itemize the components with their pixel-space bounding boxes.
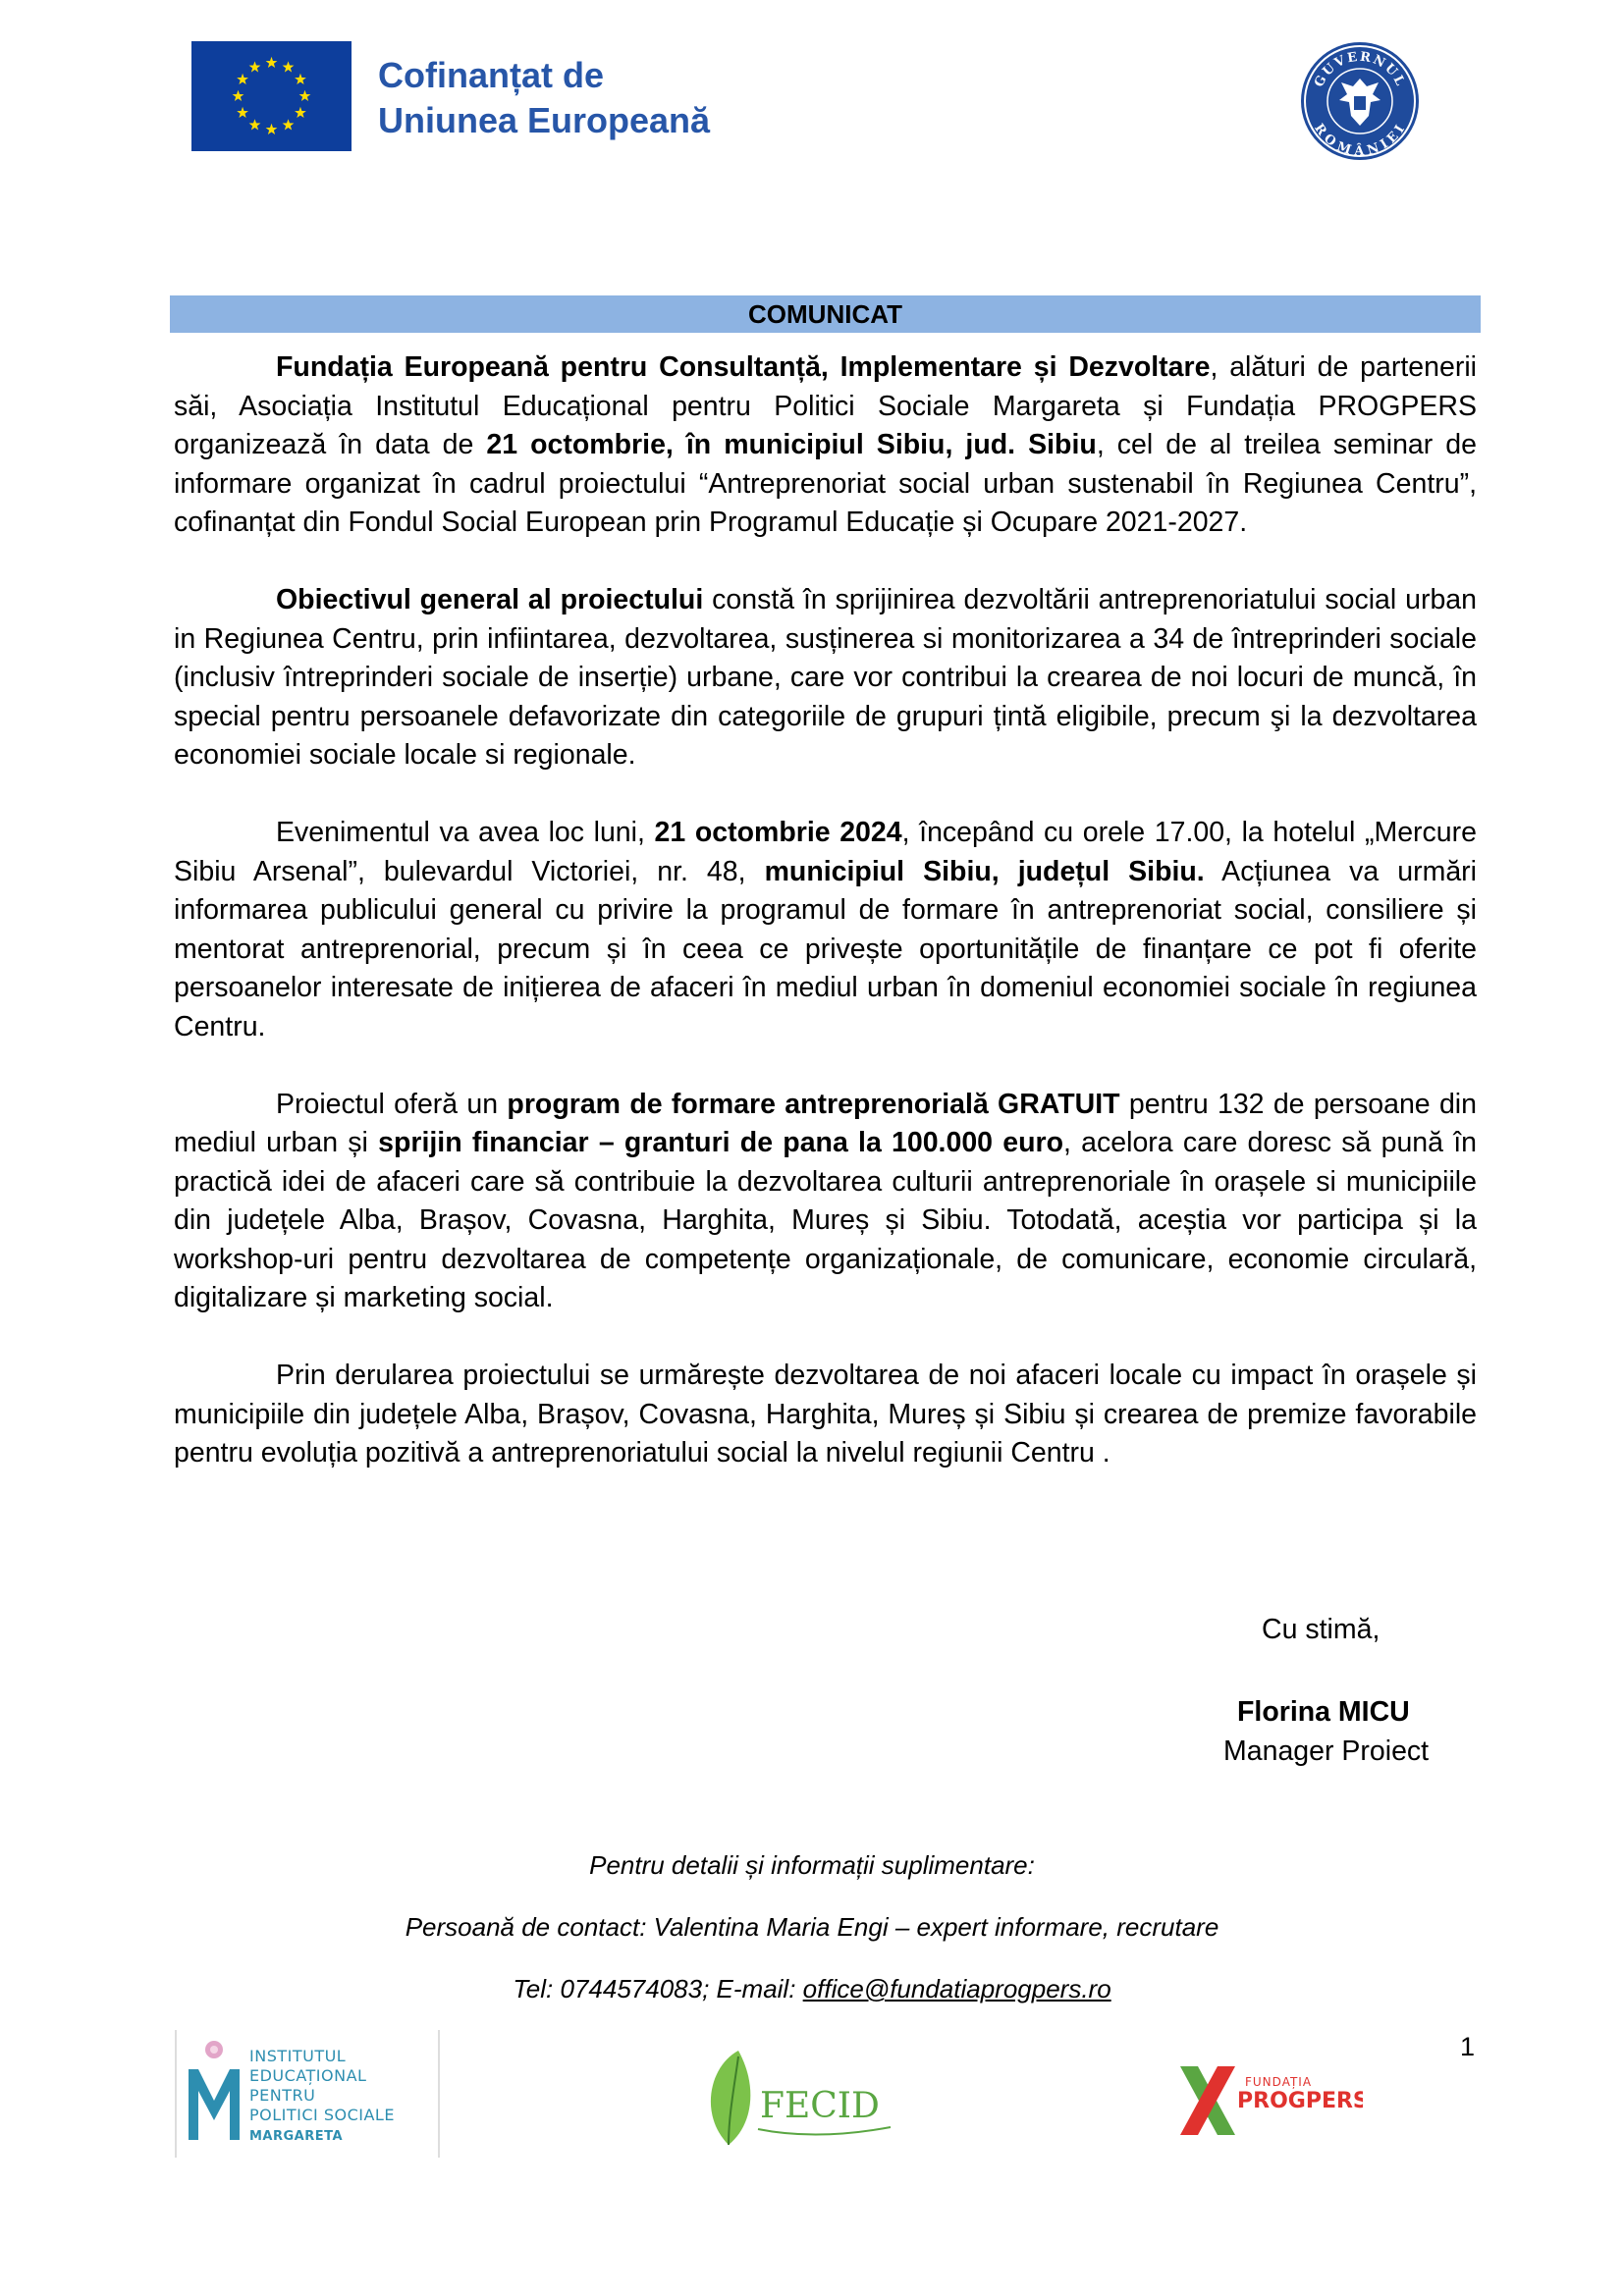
announcement-body [174,348,1477,1512]
leaf-icon [711,2051,750,2145]
text-run: Evenimentul va avea loc luni, [276,817,655,848]
progpers-small-text: FUNDAȚIA [1245,2075,1313,2089]
bold-text-run: 21 octombrie, în municipiul Sibiu, jud. Sibiu [486,429,1097,460]
page-number: 1 [1460,2032,1476,2061]
margareta-line-4: POLITICI SOCIALE [249,2106,395,2124]
paragraph-objective [174,581,1477,775]
paragraph-event [174,814,1477,1046]
fecid-text: FECID [760,2086,880,2126]
contact-phone-email [0,1972,1624,2005]
eu-cofinancing-text [378,53,710,143]
margareta-mark-icon [189,2041,240,2140]
seal-top-text: GUVERNUL [1312,49,1408,90]
romanian-government-seal [1298,39,1422,163]
signer-role: Manager Proiect [1223,1735,1430,1767]
contact-email-link[interactable]: office@fundatiaprogpers.ro [802,1974,1111,2003]
margareta-line-2: EDUCAȚIONAL [249,2066,367,2085]
bold-text-run: sprijin financiar – granturi de pana la 100.000 euro [378,1127,1064,1158]
text-run: , începând cu orele 17.00, la hotelul „Mercure Sibiu Arsenal”, bulevardul Victoriei, nr. 48, [174,817,1477,887]
progpers-x-icon [1180,2066,1235,2135]
text-run: , alături de partenerii săi, Asociația Institutul Educațional pentru Politici Sociale Margareta și Fundația PROGPERS organizează în data de [174,351,1477,460]
eu-cofinancing-logo [191,41,766,161]
paragraph-program [174,1086,1477,1318]
text-run: pentru 132 de persoane din mediul urban și [174,1088,1477,1158]
paragraph-impact [174,1357,1477,1473]
contact-person: Persoană de contact: Valentina Maria Engi – expert informare, recrutare [405,1912,1219,1942]
announcement-title: COMUNICAT [170,295,1481,333]
progpers-big-text: PROGPERS [1237,2089,1363,2113]
text-run: constă în sprijinirea dezvoltării antreprenoriatului social urban in Regiunea Centru, prin infiintarea, dezvoltarea, susținerea si monitorizarea a 34 de întreprinderi sociale (inclusiv întreprinderi sociale de inserție) urbane, care vor contribui la crearea de noi locuri de muncă, în special pentru persoanele defavorizate din categoriile de grupuri țintă eligibile, precum şi la dezvoltarea economiei sociale locale si regionale. [174,584,1477,771]
bold-text-run: 21 octombrie 2024 [654,817,902,848]
bold-text-run: program de formare antreprenorială GRATUIT [507,1088,1120,1120]
margareta-line-1: INSTITUTUL [249,2047,347,2065]
text-run: Proiectul oferă un [276,1088,508,1120]
eu-line-2: Uniunea Europeană [378,100,711,140]
contact-phone: Tel: 0744574083; E-mail: [513,1974,803,2003]
margareta-institute-logo [175,2030,440,2158]
bold-text-run: Fundația Europeană pentru Consultanță, Implementare și Dezvoltare [276,351,1211,383]
signer-name: Florina MICU [1237,1696,1410,1728]
text-run: Acțiunea va urmări informarea publicului general cu privire la programul de formare în antreprenoriat social, consiliere și mentorat antreprenorial, precum și în ceea ce privește oportunitățile de finanțare ce pot fi oferite persoanelor interesate de inițierea de afaceri în mediul urban în domeniul economiei sociale în regiunea Centru. [174,855,1478,1042]
contact-heading: Pentru detalii și informații suplimentare: [589,1850,1035,1880]
eu-flag-icon [191,41,352,151]
regards-text: Cu stimă, [1262,1614,1380,1645]
text-run: , cel de al treilea seminar de informare organizat în cadrul proiectului “Antreprenoriat social urban sustenabil în Regiunea Centru”, cofinanțat din Fondul Social European prin Programul Educație și Ocupare 2021-2027. [174,429,1478,538]
fecid-logo [699,2047,895,2155]
margareta-line-5: MARGARETA [249,2129,344,2144]
bold-text-run: municipiul Sibiu, județul Sibiu. [764,855,1205,887]
eu-line-1: Cofinanțat de [378,55,604,95]
text-run: Prin derularea proiectului se urmărește dezvoltarea de noi afaceri locale cu impact în orașele și municipiile din județele Alba, Brașov, Covasna, Harghita, Mureș și Sibiu și crearea de premize favorabile pentru evoluția pozitivă a antreprenoriatului social la nivelul regiunii Centru . [174,1360,1477,1468]
seal-bottom-text: ROMÂNIEI [1311,121,1409,159]
text-run: , acelora care doresc să pună în practică idei de afaceri care să contribuie la dezvoltarea culturii antreprenoriale în orașele si municipiile din județele Alba, Brașov, Covasna, Harghita, Mureș și Sibiu. Totodată, aceștia vor participa și la workshop-uri pentru dezvoltarea de competențe organizaționale, de comunicare, economie circulară, digitalizare și marketing social. [174,1127,1477,1313]
margareta-line-3: PENTRU [249,2086,316,2105]
progpers-foundation-logo [1176,2056,1363,2145]
paragraph-intro [174,348,1477,543]
bold-text-run: Obiectivul general al proiectului [276,584,704,615]
